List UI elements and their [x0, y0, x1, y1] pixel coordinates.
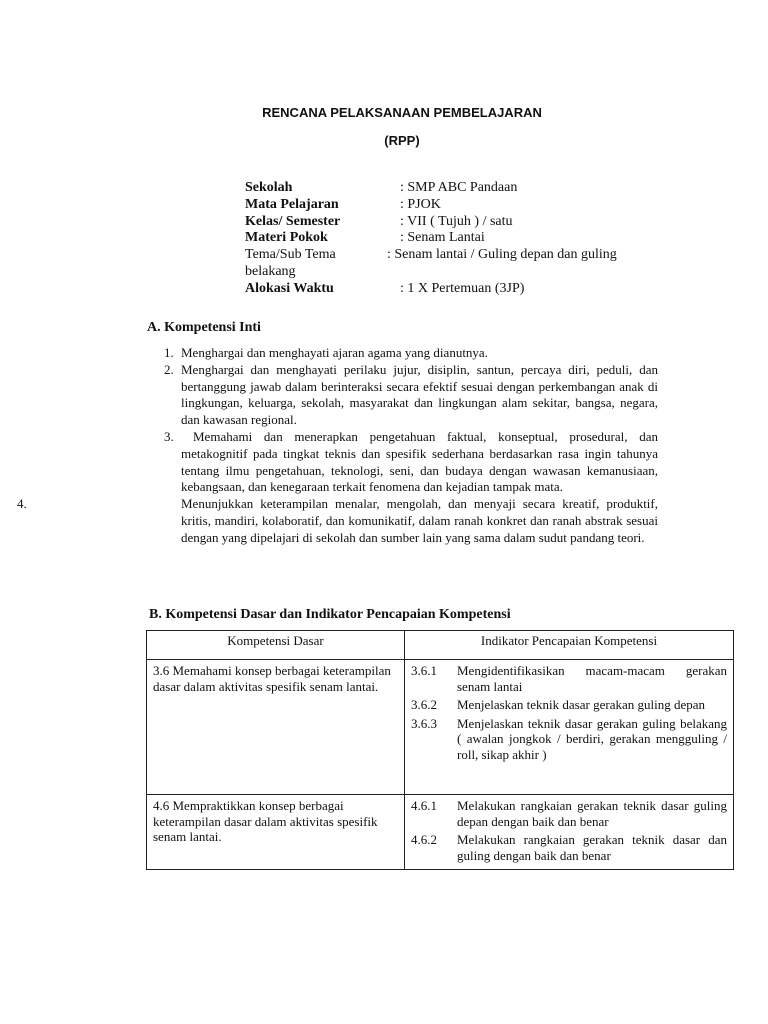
info-label: Alokasi Waktu — [245, 280, 334, 296]
info-label: Mata Pelajaran — [245, 196, 339, 212]
indicator-text: Menjelaskan teknik dasar gerakan guling belakang ( awalan jongkok / berdiri, gerakan mengguling / roll, sikap akhir ) — [457, 715, 727, 762]
info-label: Kelas/ Semester — [245, 213, 341, 229]
list-item — [17, 496, 658, 546]
item-text: Menghargai dan menghayati perilaku jujur, disiplin, santun, percaya diri, peduli, dan bertanggung jawab dalam berinteraksi secara efektif sesuai dengan perkembangan anak di lingkungan, keluarga, sekolah, masyarakat dan lingkungan alam sekitar, bangsa, negara, dan kawasan regional. — [181, 361, 658, 428]
indicator-code: 3.6.2 — [411, 697, 437, 712]
indicator-item — [411, 832, 727, 863]
item-text: Memahami dan menerapkan pengetahuan faktual, konseptual, prosedural, dan metakognitif pada tingkat teknis dan spesifik sederhana berdasarkan rasa ingin tahunya tentang ilmu pengetahuan, teknologi, seni, dan budaya dengan wawasan kemanusiaan, kebangsaan, dan kenegaraan terkait fenomena dan kejadian tampak mata. — [181, 428, 658, 495]
table-row — [147, 795, 734, 870]
info-label: Materi Pokok — [245, 230, 328, 246]
info-value: : VII ( Tujuh ) / satu — [400, 213, 513, 229]
indicator-cell — [405, 660, 734, 795]
info-value: : Senam Lantai — [400, 230, 485, 246]
list-item — [160, 362, 658, 429]
list-item — [160, 429, 658, 496]
item-number: 4. — [17, 496, 27, 512]
info-label: Sekolah — [245, 180, 293, 195]
item-text: Menghargai dan menghayati ajaran agama yang dianutnya. — [181, 345, 488, 360]
info-value: : SMP ABC Pandaan — [400, 180, 518, 195]
section-heading-a: A. Kompetensi Inti — [147, 320, 261, 335]
indicator-code: 4.6.2 — [411, 832, 437, 847]
info-row-tema-wrap — [245, 264, 665, 281]
list-item — [160, 345, 658, 362]
indicator-cell — [405, 795, 734, 870]
indicator-code: 3.6.3 — [411, 715, 437, 731]
indicator-text: Menjelaskan teknik dasar gerakan guling depan — [457, 697, 705, 712]
indicator-item — [411, 663, 727, 694]
info-label: Tema/Sub Tema — [245, 247, 336, 263]
kompetensi-table — [146, 630, 734, 870]
section-heading-b: B. Kompetensi Dasar dan Indikator Pencapaian Kompetensi — [149, 607, 511, 622]
info-row-sekolah — [245, 180, 665, 197]
indicator-code: 4.6.1 — [411, 798, 437, 813]
item-text: Menunjukkan keterampilan menalar, mengolah, dan menyaji secara kreatif, produktif, kritis, mandiri, kolaboratif, dan komunikatif, dalam ranah konkret dan ranah abstrak sesuai dengan yang dipelajari di sekolah dan sumber lain yang sama dalam sudut pandang teori. — [181, 496, 658, 545]
item-number: 3. — [164, 428, 174, 444]
kd-cell: 4.6 Mempraktikkan konsep berbagai keterampilan dasar dalam aktivitas spesifik senam lantai. — [147, 795, 405, 870]
item-number: 1. — [164, 345, 174, 360]
indicator-text: Melakukan rangkaian gerakan teknik dasar dan guling dengan baik dan benar — [457, 832, 727, 863]
column-header-kd: Kompetensi Dasar — [147, 631, 405, 660]
info-row-tema — [245, 247, 665, 264]
document-title: RENCANA PELAKSANAAN PEMBELAJARAN — [262, 105, 542, 120]
info-row-alokasi — [245, 281, 665, 298]
indicator-text: Melakukan rangkaian gerakan teknik dasar guling depan dengan baik dan benar — [457, 798, 727, 829]
identity-block — [245, 180, 665, 298]
info-row-mapel — [245, 197, 665, 214]
kompetensi-inti-list — [17, 345, 658, 547]
table-row — [147, 660, 734, 795]
document-subtitle: (RPP) — [384, 133, 420, 148]
indicator-text: Mengidentifikasikan macam-macam gerakan senam lantai — [457, 663, 727, 694]
item-number: 2. — [164, 361, 174, 377]
kd-cell: 3.6 Memahami konsep berbagai keterampilan dasar dalam aktivitas spesifik senam lantai. — [147, 660, 405, 795]
table-header-row — [147, 631, 734, 660]
column-header-indikator: Indikator Pencapaian Kompetensi — [405, 631, 734, 660]
indicator-item — [411, 798, 727, 829]
info-value: : 1 X Pertemuan (3JP) — [400, 280, 525, 296]
info-value: : PJOK — [400, 196, 441, 212]
info-value: : Senam lantai / Guling depan dan guling — [387, 247, 617, 263]
info-row-kelas — [245, 214, 665, 231]
indicator-item — [411, 716, 727, 763]
info-row-materi — [245, 230, 665, 247]
info-value-wrap: belakang — [245, 263, 296, 279]
indicator-item — [411, 697, 727, 713]
indicator-code: 3.6.1 — [411, 663, 437, 678]
